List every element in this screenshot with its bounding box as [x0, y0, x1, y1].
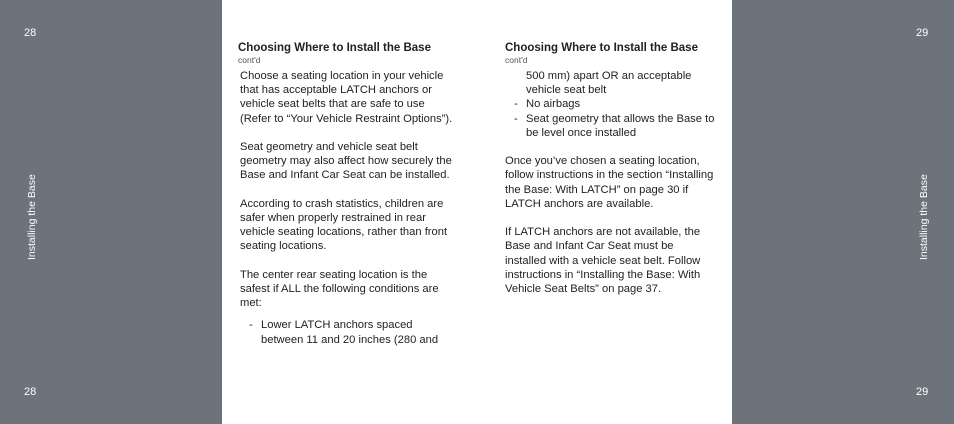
right-page: [505, 41, 717, 310]
paragraph: Choose a seating location in your vehicle that has acceptable LATCH anchors or vehicle seat belts that are safe to use (Refer to “Your Vehicle Restraint Options”).: [240, 70, 453, 125]
conditions-list: [505, 97, 717, 140]
list-item-text: No airbags: [526, 98, 581, 111]
paragraph: Seat geometry and vehicle seat belt geometry may also affect how securely the Base and Infant Car Seat can be installed.: [240, 141, 452, 182]
list-item: [240, 318, 453, 346]
page-number-bottom-left: 28: [24, 386, 37, 398]
page-subheading: cont'd: [505, 55, 528, 65]
page-number-top-right: 29: [916, 27, 929, 39]
list-item: [505, 112, 717, 140]
paragraph: Once you’ve chosen a seating location, follow instructions in the section “Installing the Base: With LATCH” on page 30 if LATCH anchors are available.: [505, 155, 714, 210]
page-number-bottom-right: 29: [916, 386, 929, 398]
continued-list-item: 500 mm) apart OR an acceptable vehicle seat belt: [526, 70, 692, 97]
page-heading: Choosing Where to Install the Base: [505, 42, 698, 54]
paragraph: According to crash statistics, children are safer when properly restrained in rear vehicle seating locations, rather than front seating locations.: [240, 197, 448, 253]
page-number-top-left: 28: [24, 27, 37, 39]
section-label-right: Installing the Base: [918, 174, 930, 260]
list-dash: -: [249, 319, 253, 332]
list-dash: -: [514, 112, 518, 125]
list-item-text: Seat geometry that allows the Base to be level once installed: [526, 112, 715, 139]
list-item-text: Lower LATCH anchors spaced between 11 and 20 inches (280 and: [261, 319, 439, 346]
list-item: [505, 97, 717, 111]
section-label-left: Installing the Base: [26, 174, 38, 260]
conditions-list: [240, 318, 453, 346]
paragraph: The center rear seating location is the safest if ALL the following conditions are met:: [240, 268, 439, 310]
list-dash: -: [514, 98, 518, 111]
page-heading: Choosing Where to Install the Base: [238, 42, 431, 54]
page-subheading: cont'd: [238, 55, 261, 65]
paragraph: If LATCH anchors are not available, the Base and Infant Car Seat must be installed with a vehicle seat belt. Follow instructions in “Installing the Base: With Vehicle Seat Belts” on page 37.: [505, 226, 701, 296]
left-page: [238, 41, 453, 347]
left-margin: [0, 0, 222, 424]
